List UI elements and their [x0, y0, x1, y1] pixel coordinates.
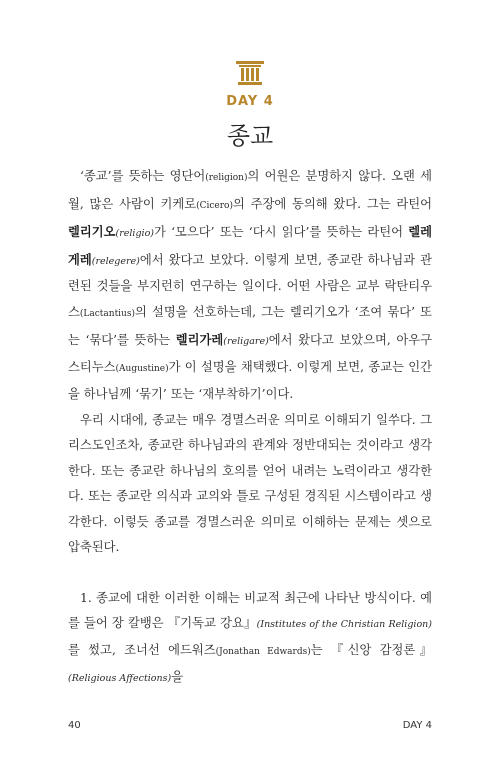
- body-text: [68, 164, 432, 692]
- text-run: (Lactantius): [79, 308, 135, 319]
- text-run: (Institutes of the Christian Religion): [256, 619, 432, 630]
- paragraph-3: [68, 586, 432, 692]
- text-run: 를 썼고, 조너선 에드워즈: [68, 642, 216, 657]
- bold-term: 렐리가레: [175, 332, 224, 347]
- text-run: 의 설명을 선호하는데, 그는 렐리기오가 ‘조여 묶다’ 또는 ‘묶다’를 뜻하는: [68, 304, 432, 347]
- text-run: 을: [171, 670, 184, 684]
- paragraph-1: [68, 164, 432, 408]
- day-label: DAY 4: [226, 94, 274, 109]
- text-run: ‘종교’를 뜻하는 영단어: [80, 169, 206, 183]
- pillar-icon: [234, 60, 266, 86]
- text-run: 에서 왔다고 보았다. 이렇게 보면, 종교란 하나님과 관련된 것들을 부지런히 연구하는 일이다. 어떤 사람은 교부 락탄티우스: [68, 252, 432, 319]
- page-title: 종교: [226, 122, 274, 150]
- bold-term: 렐리기오: [68, 224, 116, 239]
- text-run: (relegere): [91, 255, 140, 267]
- text-run: (religio): [115, 228, 155, 239]
- text-run: (Augustine): [115, 363, 169, 374]
- text-run: 의 어원은 분명하지 않다. 오랜 세월, 많은 사람이 키케로: [68, 169, 432, 211]
- text-run: (Cicero): [196, 200, 233, 211]
- text-run: (religion): [205, 173, 248, 183]
- text-run: 에서 왔다고 보았으며, 아우구스티누스: [68, 333, 432, 374]
- paragraph-2: 우리 시대에, 종교는 매우 경멸스러운 의미로 이해되기 일쑤다. 그리스도인조차, 종교란 하나님과의 관계와 정반대되는 것이라고 생각한다. 또는 종교란 하나님의 호의를 얻어 내려는 노력이라고 생각한다. 또는 종교란 의식과 교의와 틀로 구성된 경직된 시스템이라고 생각한다. 이렇듯 종교를 경멸스러운 의미로 이해하는 문제는 셋으로 압축된다.: [68, 412, 432, 554]
- text-run: 1. 종교에 대한 이러한 이해는 비교적 최근에 나타난 방식이다. 예를 들어 장 칼뱅은 『기독교 강요』: [68, 590, 432, 630]
- text-run: 는 『신앙 감정론』: [310, 642, 432, 657]
- text-run: 가 ‘모으다’ 또는 ‘다시 읽다’를 뜻하는 라틴어: [154, 225, 409, 239]
- text-run: (Religious Affections): [68, 673, 172, 684]
- text-run: 가 이 설명을 채택했다. 이렇게 보면, 종교는 인간을 하나님께 ‘묶기’ 또는 ‘재부착하기’이다.: [68, 359, 432, 401]
- page-number: 40: [68, 720, 81, 731]
- running-head: DAY 4: [402, 720, 432, 731]
- bold-term: 렐레게레: [68, 224, 432, 267]
- text-run: (Jonathan Edwards): [215, 646, 311, 657]
- text-run: 의 주장에 동의해 왔다. 그는 라틴어: [232, 196, 432, 211]
- text-run: (religare): [223, 336, 269, 347]
